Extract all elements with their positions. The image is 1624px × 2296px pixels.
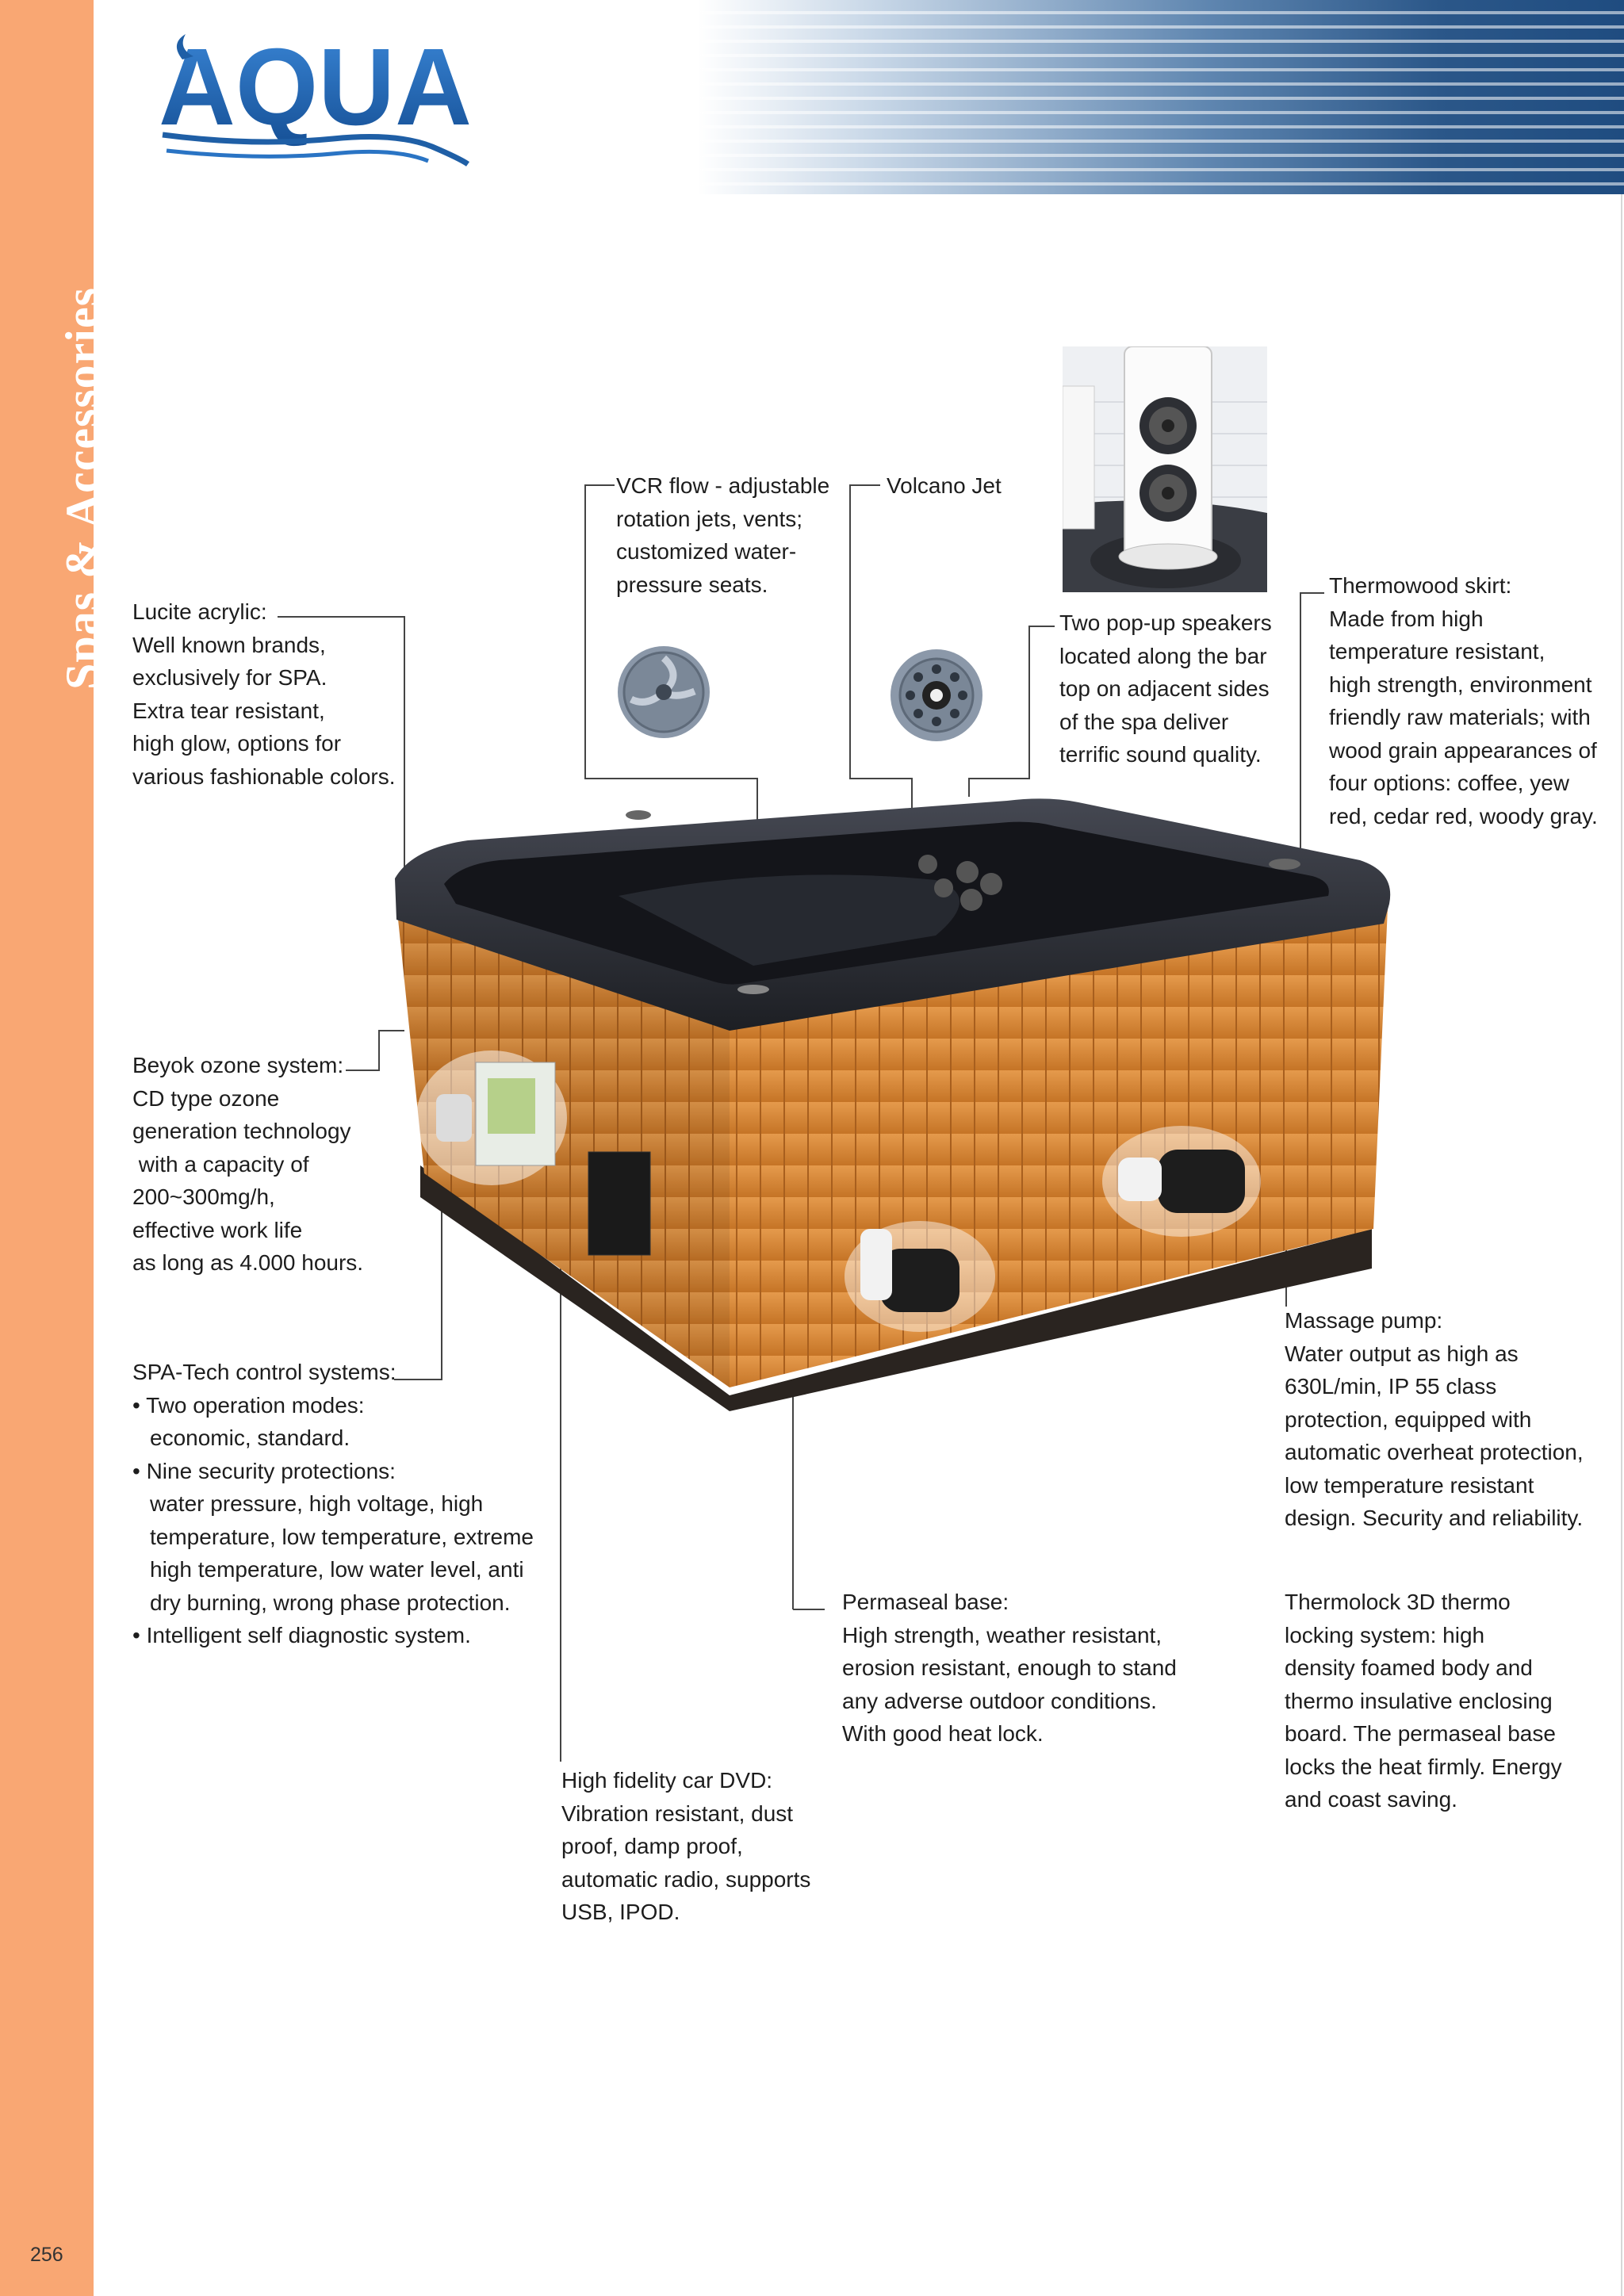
callout-car-dvd: High fidelity car DVD: Vibration resistant, dust proof, damp proof, automatic radio, supports USB, IPOD. [561,1768,811,1924]
massage-pump-left [845,1221,995,1332]
callout-thermowood-skirt: Thermowood skirt: Made from high temperature resistant, high strength, environment friendly raw materials; with wood grain appearances of four options: coffee, yew red, cedar red, woody gray. [1329,573,1598,828]
header-stripe-band [698,0,1624,194]
callout-volcano-jet: Volcano Jet [887,473,1002,498]
car-dvd-unit [588,1152,650,1255]
page-number: 256 [30,2244,63,2266]
massage-pump-right [1102,1126,1261,1237]
aqua-wave-logo [159,28,476,174]
callout-vcr-flow: VCR flow - adjustable rotation jets, vents; customized water- pressure seats. [616,473,830,597]
rotation-jet-icon [615,644,712,740]
sidebar-band [0,0,109,2296]
callout-massage-pump: Massage pump: Water output as high as 630L/min, IP 55 class protection, equipped with automatic overheat protection, low temperature resistant design. Security and reliability. [1285,1308,1584,1530]
sidebar-title: Spas & Accessories [56,287,109,690]
spa-tub-illustration [381,785,1396,1419]
volcano-jet-icon [888,647,985,744]
callout-lucite-acrylic: Lucite acrylic: Well known brands, exclusively for SPA. Extra tear resistant, high glow, options for various fashionable colors. [132,599,396,789]
callout-pop-up-speakers: Two pop-up speakers located along the bar top on adjacent sides of the spa deliver terrific sound quality. [1059,610,1272,767]
ozone-control-box [416,1050,567,1185]
callout-ozone-system: Beyok ozone system: CD type ozone generation technology with a capacity of 200~300mg/h, effective work life as long as 4.000 hours. [132,1053,364,1275]
logo-text: AQUA [159,28,472,148]
page-edge-rule [1621,0,1622,2296]
callout-spa-tech-control: SPA-Tech control systems: • Two operation modes: economic, standard. • Nine security protections: water pressure, high voltage, high temperature, low temperature, extreme high temperature, low water level, anti dry burning, wrong phase protection. • Intelligent self diagnostic system. [132,1360,534,1647]
pop-up-speaker-photo [1063,346,1267,592]
callout-permaseal-base: Permaseal base: High strength, weather resistant, erosion resistant, enough to stand any adverse outdoor conditions. With good heat lock. [842,1590,1177,1746]
callout-thermolock: Thermolock 3D thermo locking system: high density foamed body and thermo insulative enclosing board. The permaseal base locks the heat firmly. Energy and coast saving. [1285,1590,1562,1812]
